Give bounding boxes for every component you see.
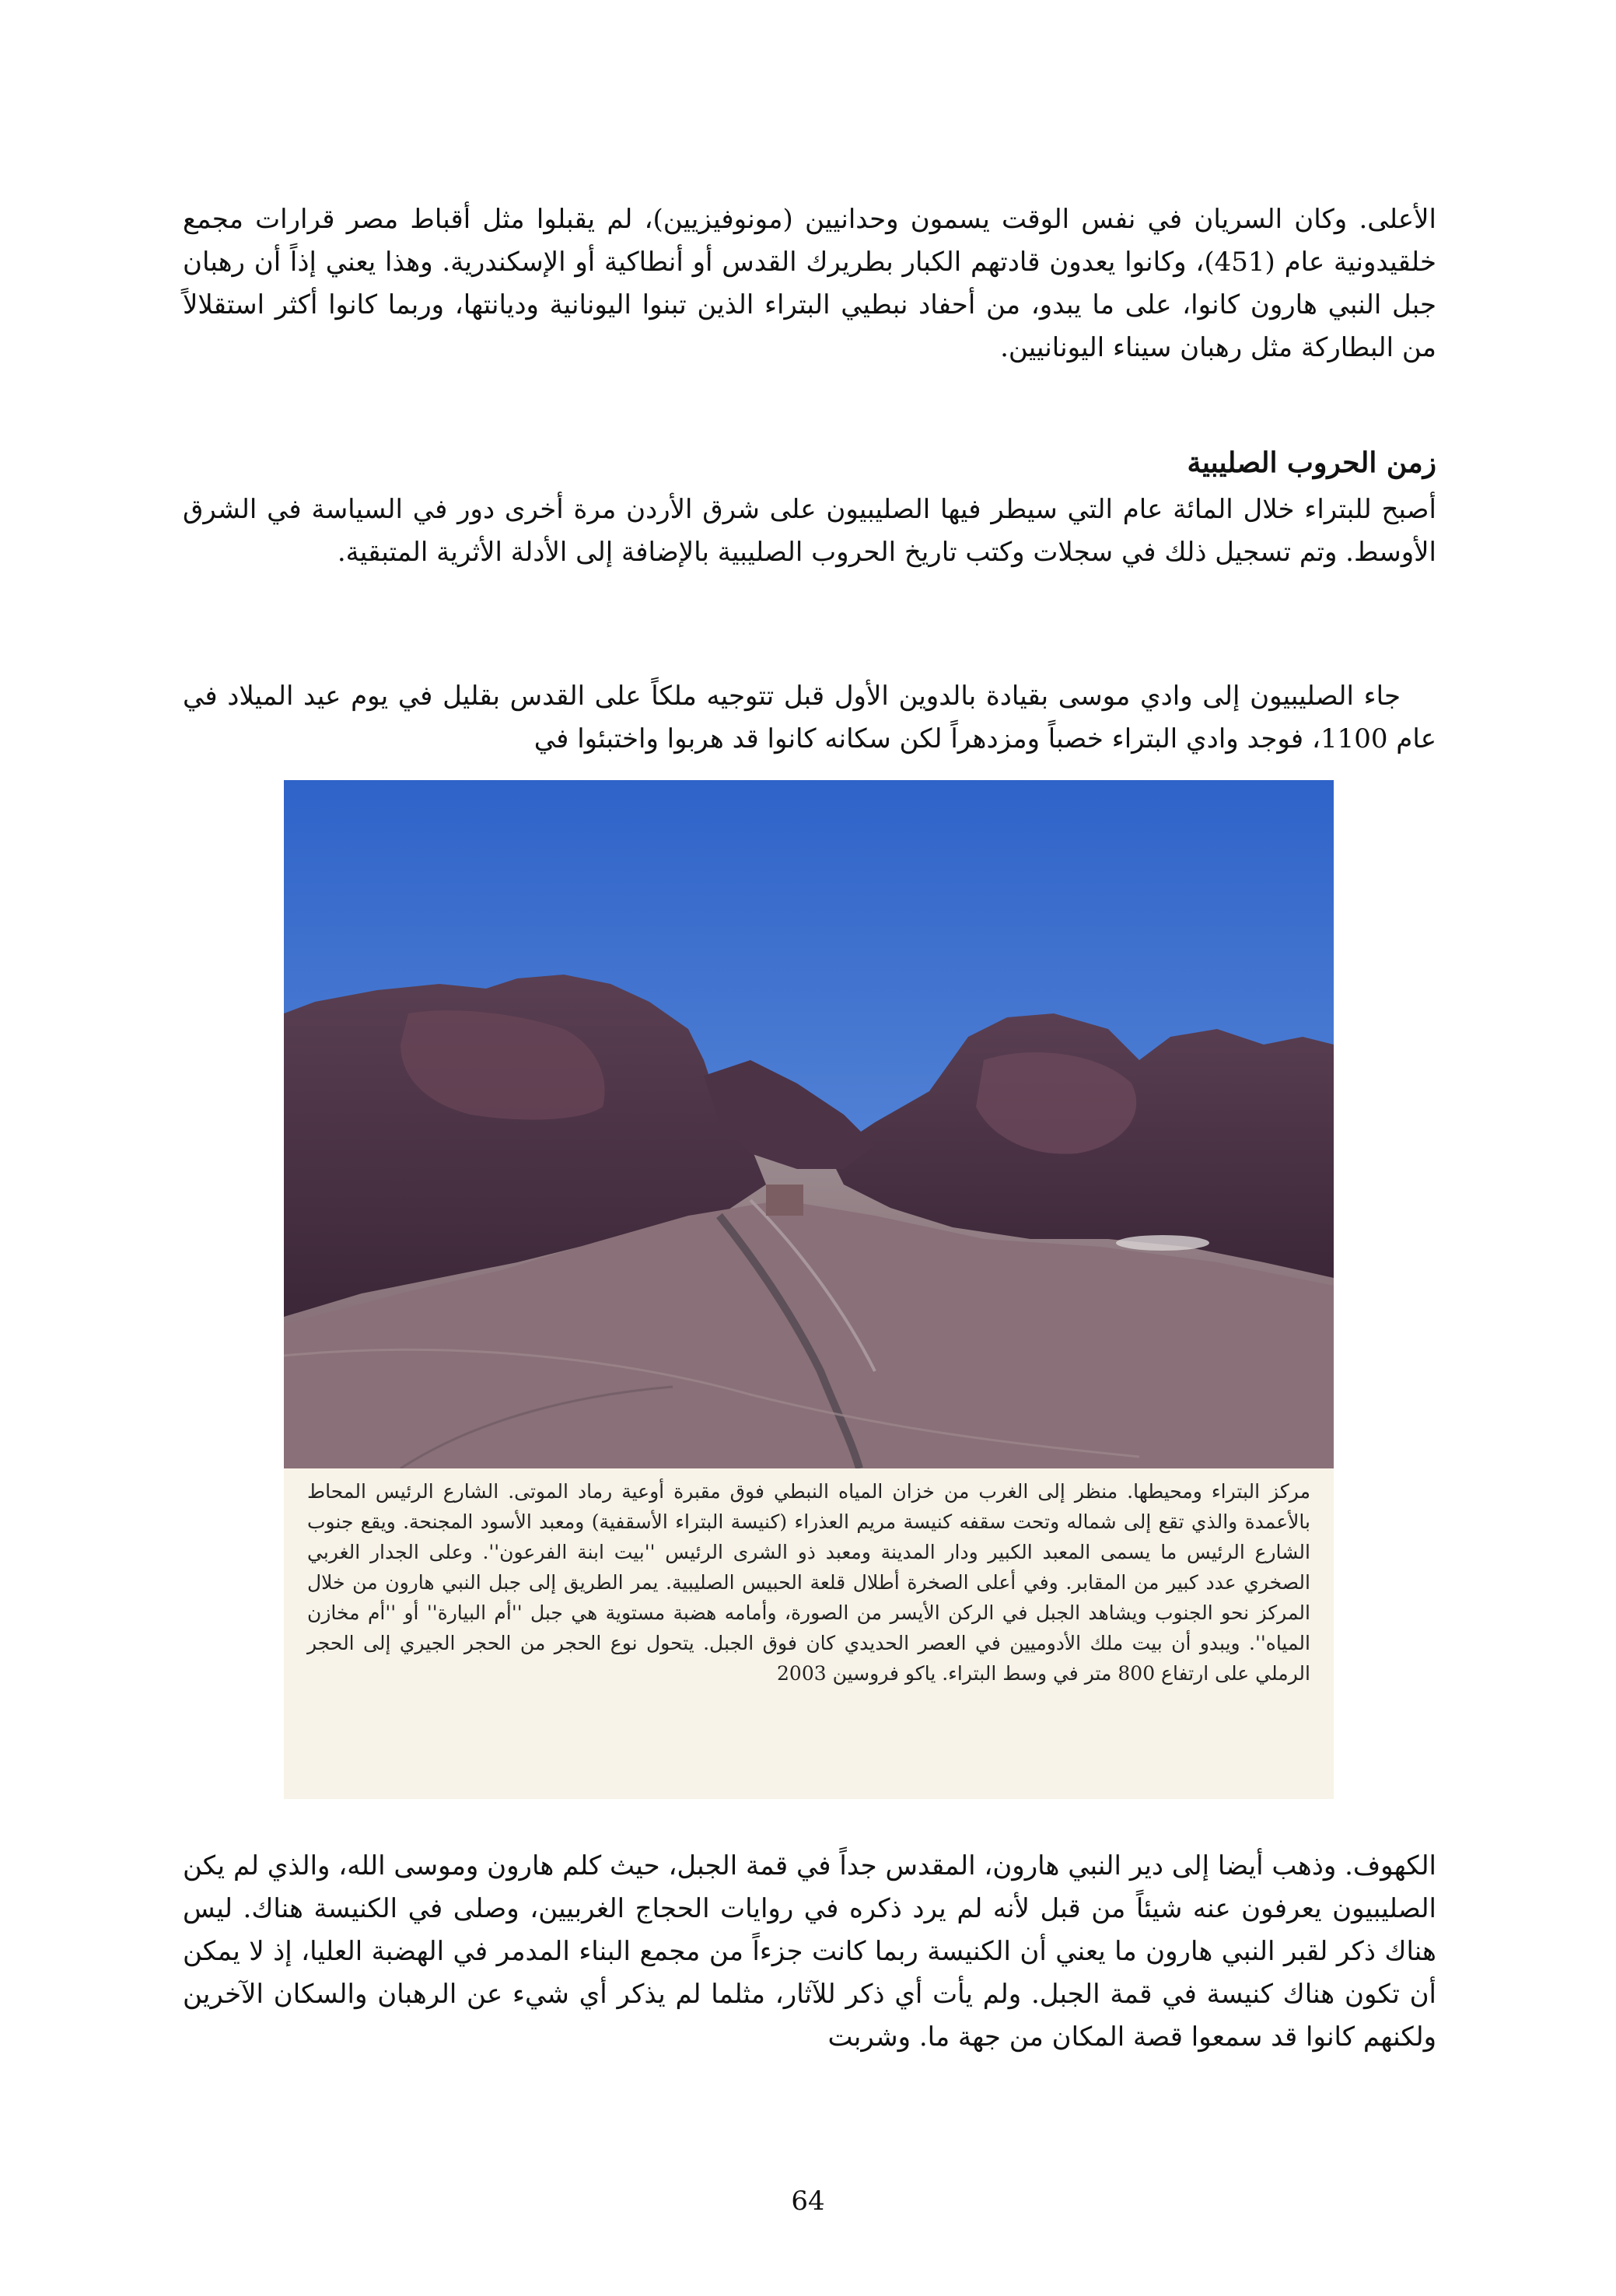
paragraph-2: أصبح للبتراء خلال المائة عام التي سيطر فيها الصليبيون على شرق الأردن مرة أخرى دور في السياسة في الشرق الأوسط. وتم تسجيل ذلك في سجلات وكتب تاريخ الحروب الصليبية بالإضافة إلى الأدلة الأثرية المتبقية. [183,494,1436,568]
page-number: 64 [791,2186,825,2217]
figure-caption: مركز البتراء ومحيطها. منظر إلى الغرب من خزان المياه النبطي فوق مقبرة أوعية رماد الموتى. الشارع الرئيس المحاط بالأعمدة والذي تقع إلى شماله وتحت سقفه كنيسة مريم العذراء (كنيسة البتراء الأسقفية) ومعبد الأسود المجنحة. ويقع جنوب الشارع الرئيس ما يسمى المعبد الكبير ودار المدينة ومعبد ذو الشرى الرئيس ''بيت ابنة الفرعون''. وعلى الجدار الغربي الصخري عدد كبير من المقابر. وفي أعلى الصخرة أطلال قلعة الحبيس الصليبية. يمر الطريق إلى جبل النبي هارون من خلال المركز نحو الجنوب ويشاهد الجبل في الركن الأيسر من الصورة، وأمامه هضبة مستوية هي جبل ''أم البيارة'' أو ''أم مخازن المياه''. ويبدو أن بيت ملك الأدوميين في العصر الحديدي كان فوق الجبل. يتحول نوع الحجر من الحجر الجيري إلى الحجر الرملي على ارتفاع 800 متر في وسط البتراء. ياكو فروسين 2003 [307,1480,1310,1685]
landscape-illustration [284,780,1334,1468]
paragraph-4: الكهوف. وذهب أيضا إلى دير النبي هارون، المقدس جداً في قمة الجبل، حيث كلم هارون وموسى الله، والذي لم يكن الصليبيون يعرفون عنه شيئاً من قبل لأنه لم يرد ذكره في روايات الحجاج الغربيين، وصلى في الكنيسة هناك. ليس هناك ذكر لقبر النبي هارون ما يعني أن الكنيسة ربما كانت جزءاً من مجمع البناء المدمر في الهضبة العليا، إذ لا يمكن أن تكون هناك كنيسة في قمة الجبل. ولم يأت أي ذكر للآثار، مثلما لم يذكر أي شيء عن الرهبان والسكان الآخرين ولكنهم كانوا قد سمعوا قصة المكان من جهة ما. وشربت [183,1850,1436,2053]
paragraph-1: الأعلى. وكان السريان في نفس الوقت يسمون وحدانيين (مونوفيزيين)، لم يقبلوا مثل أقباط مصر قرارات مجمع خلقيدونية عام (451)، وكانوا يعدون قادتهم الكبار بطريرك القدس أو أنطاكية أو الإسكندرية. وهذا يعني إذاً أن رهبان جبل النبي هارون كانوا، على ما يبدو، من أحفاد نبطيي البتراء الذين تبنوا اليونانية وديانتها، وربما كانوا أكثر استقلالاً من البطاركة مثل رهبان سيناء اليونانيين. [183,204,1437,363]
petra-landscape-photo [284,780,1334,1468]
caption-box [284,1468,1334,1799]
section-heading: زمن الحروب الصليبية [1187,446,1436,479]
figure [284,780,1334,1799]
paragraph-3: جاء الصليبيون إلى وادي موسى بقيادة بالدوين الأول قبل تتوجيه ملكاً على القدس بقليل في يوم عيد الميلاد في عام 1100، فوجد وادي البتراء خصباً ومزدهراً لكن سكانه كانوا قد هربوا واختبئوا في [183,681,1436,754]
